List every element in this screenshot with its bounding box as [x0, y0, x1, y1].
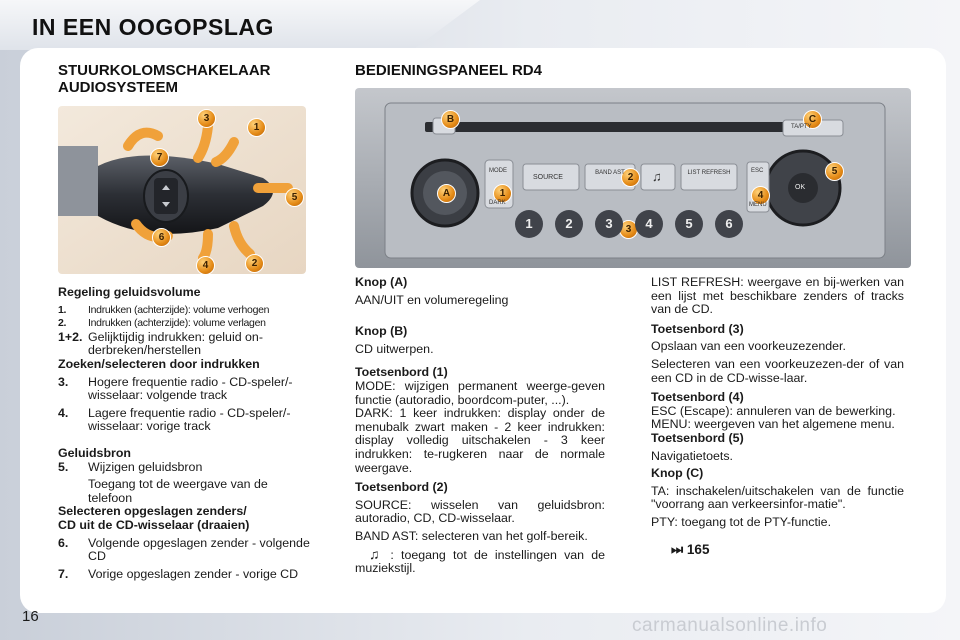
toetsenbord-2-title: Toetsenbord (2): [355, 480, 448, 495]
vol-item-3: [58, 331, 310, 358]
radio-badge-1: 1: [493, 184, 512, 203]
volume-title: Regeling geluidsvolume: [58, 285, 201, 299]
label-band-ast: BAND AST: [595, 170, 625, 176]
preset-item-7: [58, 568, 310, 582]
label-menu: MENU: [749, 202, 767, 208]
toetsenbord-3-text2: Selecteren van een voorkeuzezen-der of van een CD in de CD-wisse-laar.: [651, 356, 904, 385]
source-item-5: [58, 461, 310, 475]
preset-item-7-text: Vorige opgeslagen zender - vorige CD: [88, 566, 299, 581]
search-item-3: [58, 376, 310, 403]
toetsenbord-2-text: SOURCE: wisselen van geluidsbron: autoradio, CD, CD-wisselaar.: [355, 497, 605, 526]
radio-badge-4: 4: [751, 186, 770, 205]
search-item-4-text: Lagere frequentie radio - CD-speler/-wisselaar: vorige track: [88, 405, 291, 434]
radio-badge-c: C: [803, 110, 822, 129]
left-heading: [58, 62, 271, 96]
label-esc: ESC: [751, 168, 764, 174]
left-heading-line2: AUDIOSYSTEEM: [58, 79, 179, 96]
search-item-4: [58, 407, 310, 434]
knop-b-text: CD uitwerpen.: [355, 341, 434, 356]
fast-forward-icon: ⏭: [671, 541, 684, 557]
page-reference[interactable]: [651, 543, 904, 557]
vol-item-1-text: Indrukken (achterzijde): volume verhogen: [88, 303, 270, 316]
vol-item-3-text: Gelijktijdig indrukken: geluid on-derbreken/herstellen: [88, 329, 263, 358]
left-text-column: [58, 286, 310, 581]
preset-item-6-number: 6.: [58, 535, 69, 550]
search-item-3-number: 3.: [58, 374, 69, 389]
left-heading-line1: STUURKOLOMSCHAKELAAR: [58, 62, 271, 79]
radio-badge-a: A: [437, 184, 456, 203]
preset-button-row: [515, 210, 743, 238]
knop-c-text2: PTY: toegang tot de PTY-functie.: [651, 514, 832, 529]
page-reference-number: 165: [686, 541, 710, 557]
music-note-icon: ♫: [652, 169, 662, 184]
page-number: 16: [22, 608, 39, 625]
search-item-3-text: Hogere frequentie radio - CD-speler/-wisselaar: volgende track: [88, 374, 293, 403]
label-ta-pty: TA/PTY: [791, 124, 812, 130]
source-item-5-number: 5.: [58, 459, 69, 474]
toetsenbord-1-text2: DARK: 1 keer indrukken: display onder de menubalk zwart maken - 2 keer indrukken: display volledig uitschakelen - 3 keer indrukken: te-rugkeren naar de normale weergave.: [355, 406, 605, 475]
stalk-badge-2: 2: [245, 254, 264, 273]
knop-b-title: Knop (B): [355, 324, 408, 339]
source-item-5-text: Wijzigen geluidsbron: [88, 459, 203, 474]
knop-c-title: Knop (C): [651, 466, 704, 481]
toetsenbord-5-title: Toetsenbord (5): [651, 430, 744, 445]
music-note-icon: ♫: [369, 545, 384, 562]
toetsenbord-3-title: Toetsenbord (3): [651, 321, 744, 336]
stalk-badge-7: 7: [150, 148, 169, 167]
radio-badge-5: 5: [825, 162, 844, 181]
vol-item-2-text: Indrukken (achterzijde): volume verlagen: [88, 317, 266, 330]
toetsenbord-4-text2: MENU: weergeven van het algemene menu.: [651, 417, 895, 432]
right-heading: BEDIENINGSPANEEL RD4: [355, 62, 542, 79]
preset-button-1: 1: [515, 210, 543, 238]
right-text-column-1: [355, 276, 605, 576]
toetsenbord-1-title: Toetsenbord (1): [355, 365, 448, 380]
list-refresh-text: LIST REFRESH: weergave en bij-werken van een lijst met beschikbare zenders of tracks van de CD.: [651, 275, 904, 317]
radio-badge-b: B: [441, 110, 460, 129]
toetsenbord-5-text: Navigatietoets.: [651, 448, 733, 463]
knop-a-text: AAN/UIT en volumeregeling: [355, 292, 509, 307]
vol-item-2-number: 2.: [58, 317, 67, 330]
presets-title: [58, 505, 310, 532]
preset-button-3: 3: [595, 210, 623, 238]
source-title: Geluidsbron: [58, 445, 131, 460]
toetsenbord-3-text: Opslaan van een voorkeuzezender.: [651, 339, 846, 354]
stalk-badge-5: 5: [285, 188, 304, 207]
label-dark: DARK: [489, 200, 506, 206]
toetsenbord-4-title: Toetsenbord (4): [651, 390, 744, 405]
search-title: Zoeken/selecteren door indrukken: [58, 356, 260, 371]
toetsenbord-2-text3: : toegang tot de instellingen van de muziekstijl.: [355, 547, 606, 576]
search-item-4-number: 4.: [58, 405, 69, 420]
preset-item-6: [58, 537, 310, 564]
preset-button-4: 4: [635, 210, 663, 238]
preset-item-6-text: Volgende opgeslagen zender - volgende CD: [88, 535, 310, 564]
radio-badge-2: 2: [621, 168, 640, 187]
toetsenbord-4-text: ESC (Escape): annuleren van de bewerking.: [651, 403, 896, 418]
steering-stalk-photo: [58, 106, 306, 274]
label-mode: MODE: [489, 168, 507, 174]
label-source: SOURCE: [533, 174, 563, 181]
vol-item-1-number: 1.: [58, 303, 67, 316]
vol-item-2: [58, 317, 310, 331]
stalk-badge-3: 3: [197, 109, 216, 128]
preset-item-7-number: 7.: [58, 566, 69, 581]
steering-stalk-illustration: [58, 106, 306, 274]
presets-title-line2: CD uit de CD-wisselaar (draaien): [58, 517, 250, 532]
vol-item-1: [58, 304, 310, 318]
radio-badge-3: 3: [619, 220, 638, 239]
knop-a-title: Knop (A): [355, 275, 408, 289]
radio-panel-photo: [355, 88, 911, 268]
toetsenbord-2-music: [355, 545, 606, 576]
preset-button-2: 2: [555, 210, 583, 238]
presets-title-line1: Selecteren opgeslagen zenders/: [58, 504, 247, 519]
toetsenbord-2-text2: BAND AST: selecteren van het golf-bereik.: [355, 528, 588, 543]
label-ok: OK: [795, 184, 806, 191]
page-title: IN EEN OOGOPSLAG: [32, 14, 274, 40]
preset-button-6: 6: [715, 210, 743, 238]
stalk-badge-4: 4: [196, 256, 215, 274]
stalk-badge-1: 1: [247, 118, 266, 137]
toetsenbord-1-text: MODE: wijzigen permanent weerge-geven functie (autoradio, boordcom-puter, ...).: [355, 378, 605, 407]
source-extra: Toegang tot de weergave van de telefoon: [88, 477, 268, 505]
label-list-refresh: LIST REFRESH: [687, 170, 731, 176]
stalk-badge-6: 6: [152, 228, 171, 247]
right-text-column-2: [651, 276, 904, 556]
preset-button-5: 5: [675, 210, 703, 238]
watermark: carmanualsonline.info: [632, 615, 828, 636]
knop-c-text: TA: inschakelen/uitschakelen van de functie "voorrang aan verkeersinfor-matie".: [651, 483, 904, 512]
vol-item-3-number: 1+2.: [58, 329, 83, 344]
